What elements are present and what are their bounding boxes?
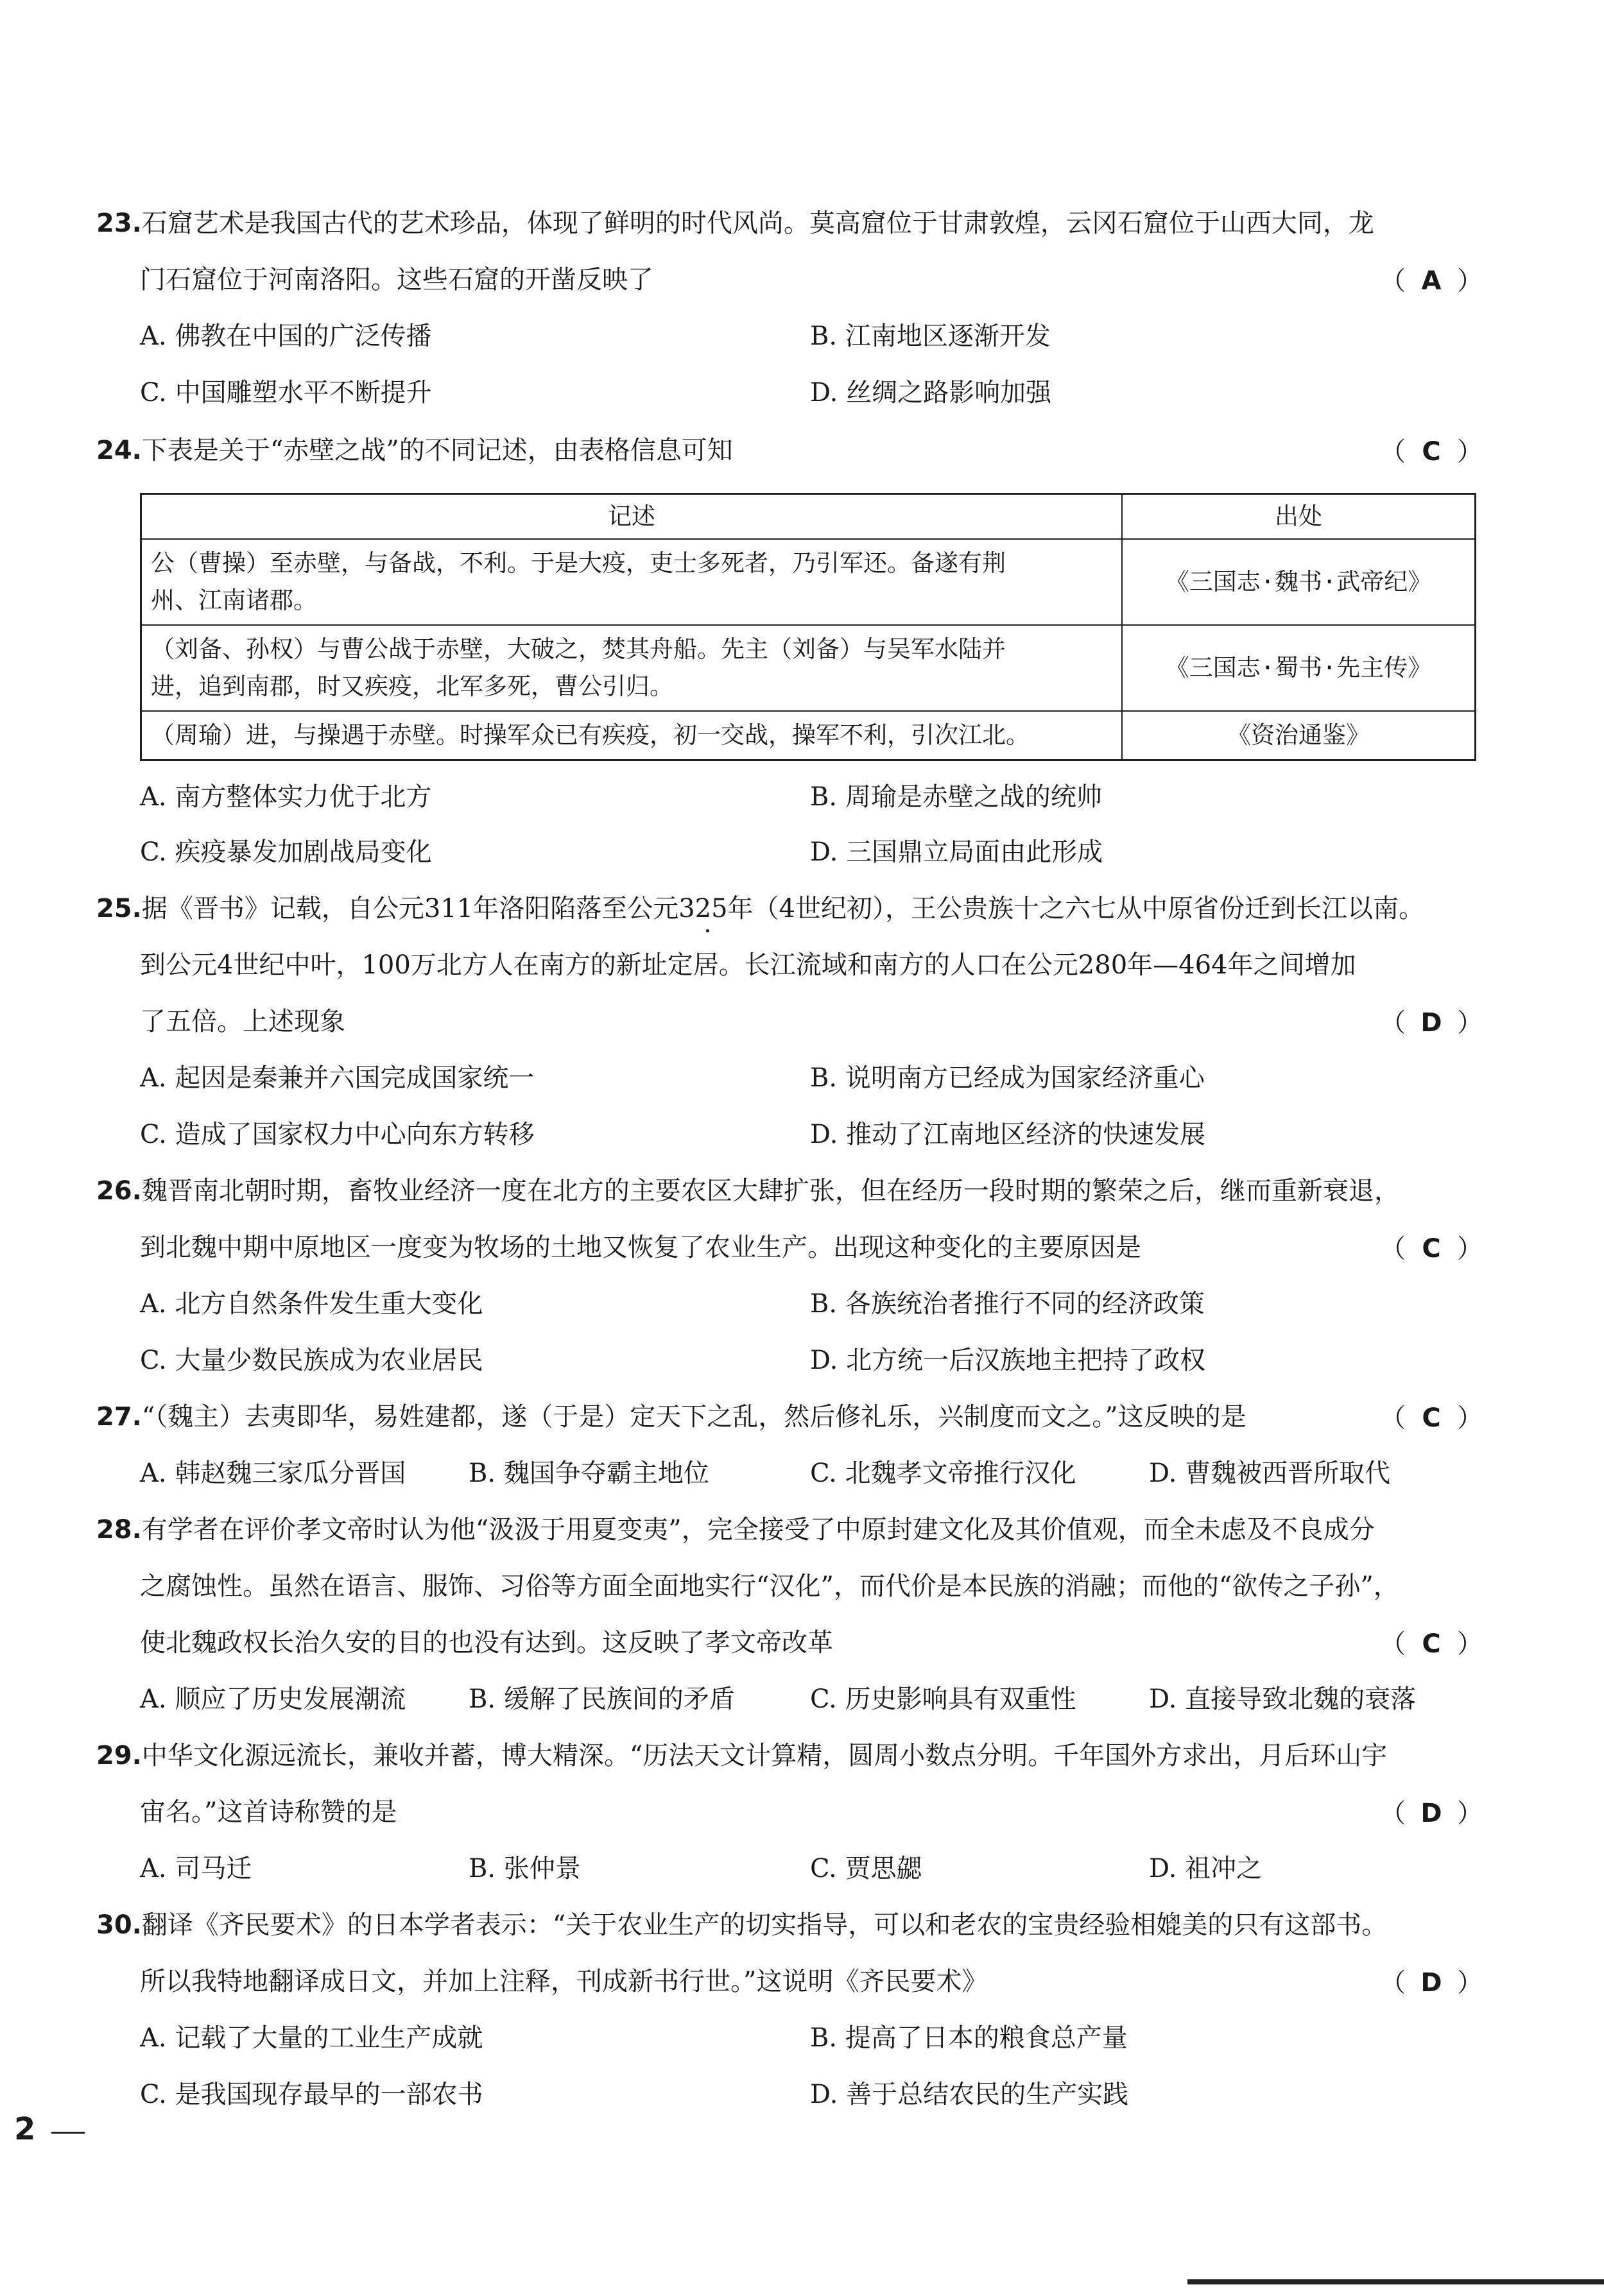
question-text-line: 翻译《齐民要术》的日本学者表示：“关于农业生产的切实指导，可以和老农的宝贵经验相媲美的只有这部书。 [141, 1910, 1388, 1940]
option-a: A. 司马迁 [140, 1854, 252, 1883]
option-d: D. 直接导致北魏的衰落 [1149, 1684, 1417, 1714]
option-b: B. 江南地区逐渐开发 [810, 321, 1051, 351]
question-number: 25. [96, 894, 142, 923]
option-c: C. 历史影响具有双重性 [810, 1684, 1076, 1714]
question-number: 29. [96, 1741, 142, 1770]
option-a: A. 顺应了历史发展潮流 [140, 1684, 406, 1714]
option-b: B. 周瑜是赤壁之战的统帅 [810, 782, 1102, 812]
option-b: B. 说明南方已经成为国家经济重心 [810, 1063, 1205, 1093]
answer-paren: （ D ） [1380, 1799, 1483, 1828]
option-d: D. 善于总结农民的生产实践 [810, 2080, 1129, 2109]
question-text-line: “（魏主）去夷即华，易姓建都，遂（于是）定天下之乱，然后修礼乐，兴制度而文之。”这反映的是 [141, 1402, 1246, 1432]
option-b: B. 张仲景 [469, 1854, 581, 1883]
answer-paren: （ C ） [1380, 1629, 1483, 1659]
question-text-line: 之腐蚀性。虽然在语言、服饰、习俗等方面全面地实行“汉化”，而代价是本民族的消融；而他的“欲传之子孙”， [140, 1572, 1399, 1601]
answer-paren: （ D ） [1380, 1008, 1483, 1038]
question-text-line: 下表是关于“赤壁之战”的不同记述，由表格信息可知 [141, 436, 733, 465]
question-text-line: 门石窟位于河南洛阳。这些石窟的开凿反映了 [140, 265, 653, 295]
answer-paren: （ A ） [1380, 266, 1483, 296]
option-d: D. 推动了江南地区经济的快速发展 [810, 1120, 1206, 1149]
table-header: 记述 [141, 494, 1123, 540]
option-a: A. 北方自然条件发生重大变化 [140, 1289, 483, 1319]
option-b: B. 各族统治者推行不同的经济政策 [810, 1289, 1205, 1319]
answer-letter: D [1420, 1968, 1442, 1998]
option-d: D. 北方统一后汉族地主把持了政权 [810, 1346, 1206, 1375]
table-row [141, 625, 1476, 711]
table-cell-text: （周瑜）进，与操遇于赤壁。时操军众已有疾疫，初一交战，操军不利，引次江北。 [141, 711, 1123, 760]
option-a: A. 记载了大量的工业生产成就 [140, 2023, 483, 2053]
table-row [141, 539, 1476, 625]
question-text-line: 据《晋书》记载，自公元311年洛阳陷落至公元325年（4世纪初），王公贵族十之六七从中原省份迁到长江以南。 [141, 894, 1425, 923]
table-row [141, 711, 1476, 760]
answer-letter: C [1422, 1234, 1441, 1264]
option-d: D. 曹魏被西晋所取代 [1149, 1459, 1391, 1488]
question-number: 28. [96, 1515, 142, 1545]
option-c: C. 是我国现存最早的一部农书 [140, 2080, 483, 2109]
option-a: A. 南方整体实力优于北方 [140, 782, 432, 812]
table-cell-source: 《三国志·魏书·武帝纪》 [1122, 539, 1476, 625]
question-text-line: 使北魏政权长治久安的目的也没有达到。这反映了孝文帝改革 [140, 1628, 833, 1658]
table-cell-source: 《三国志·蜀书·先主传》 [1122, 625, 1476, 711]
option-d: D. 祖冲之 [1149, 1854, 1263, 1883]
question-text-line: 了五倍。上述现象 [140, 1007, 345, 1036]
option-c: C. 中国雕塑水平不断提升 [140, 378, 432, 407]
table-cell-source: 《资治通鉴》 [1122, 711, 1476, 760]
option-c: C. 北魏孝文帝推行汉化 [810, 1459, 1076, 1488]
option-d: D. 丝绸之路影响加强 [810, 378, 1052, 407]
question-number: 26. [96, 1176, 142, 1206]
table-header: 出处 [1122, 494, 1476, 540]
option-c: C. 贾思勰 [810, 1854, 922, 1883]
question-number: 23. [96, 209, 142, 238]
option-d: D. 三国鼎立局面由此形成 [810, 837, 1103, 867]
option-b: B. 魏国争夺霸主地位 [469, 1459, 709, 1488]
option-a: A. 起因是秦兼并六国完成国家统一 [140, 1063, 535, 1093]
page-number: 2 [14, 2111, 36, 2147]
option-c: C. 疾疫暴发加剧战局变化 [140, 837, 432, 867]
option-b: B. 缓解了民族间的矛盾 [469, 1684, 735, 1714]
question-number: 24. [96, 436, 142, 465]
answer-letter: D [1420, 1008, 1442, 1038]
question-text-line: 中华文化源远流长，兼收并蓄，博大精深。“历法天文计算精，圆周小数点分明。千年国外方求出，月后环山宇 [141, 1741, 1388, 1770]
answer-letter: D [1420, 1799, 1442, 1828]
table-header-row [141, 494, 1476, 540]
answer-paren: （ C ） [1380, 1234, 1483, 1264]
question-text-line: 有学者在评价孝文帝时认为他“汲汲于用夏变夷”，完全接受了中原封建文化及其价值观，而全未虑及不良成分 [141, 1515, 1375, 1545]
question-text-line: 石窟艺术是我国古代的艺术珍品，体现了鲜明的时代风尚。莫高窟位于甘肃敦煌，云冈石窟位于山西大同，龙 [141, 209, 1374, 238]
answer-paren: （ D ） [1380, 1968, 1483, 1998]
question-number: 27. [96, 1402, 142, 1432]
answer-paren: （ C ） [1380, 437, 1483, 467]
question-number: 30. [96, 1910, 142, 1940]
option-c: C. 造成了国家权力中心向东方转移 [140, 1120, 535, 1149]
question-text-line: 魏晋南北朝时期，畜牧业经济一度在北方的主要农区大肆扩张，但在经历一段时期的繁荣之后，继而重新衰退， [141, 1176, 1400, 1206]
answer-letter: A [1421, 266, 1442, 296]
page-edge-bar [1187, 2279, 1604, 2284]
table-cell-text: 公（曹操）至赤壁，与备战，不利。于是大疫，吏士多死者，乃引军还。备遂有荆 州、江南诸郡。 [141, 539, 1123, 625]
question-text-line: 宙名。”这首诗称赞的是 [140, 1797, 397, 1827]
answer-letter: C [1422, 1403, 1441, 1433]
answer-paren: （ C ） [1380, 1403, 1483, 1433]
emphasis-dot [706, 929, 709, 932]
option-b: B. 提高了日本的粮食总产量 [810, 2023, 1128, 2053]
question-text-line: 到公元4世纪中叶，100万北方人在南方的新址定居。长江流域和南方的人口在公元280年—464年之间增加 [140, 950, 1356, 980]
question-text-line: 所以我特地翻译成日文，并加上注释，刊成新书行世。”这说明《齐民要术》 [140, 1967, 988, 1996]
option-c: C. 大量少数民族成为农业居民 [140, 1346, 483, 1375]
option-a: A. 佛教在中国的广泛传播 [140, 321, 432, 351]
option-a: A. 韩赵魏三家瓜分晋国 [140, 1459, 406, 1488]
answer-letter: C [1422, 437, 1441, 467]
page-number-dash [51, 2132, 85, 2134]
table-cell-text: （刘备、孙权）与曹公战于赤壁，大破之，焚其舟船。先主（刘备）与吴军水陆并 进，追到南郡，时又疾疫，北军多死，曹公引归。 [141, 625, 1123, 711]
answer-letter: C [1422, 1629, 1441, 1659]
source-table [140, 493, 1476, 761]
question-text-line: 到北魏中期中原地区一度变为牧场的土地又恢复了农业生产。出现这种变化的主要原因是 [140, 1233, 1141, 1262]
